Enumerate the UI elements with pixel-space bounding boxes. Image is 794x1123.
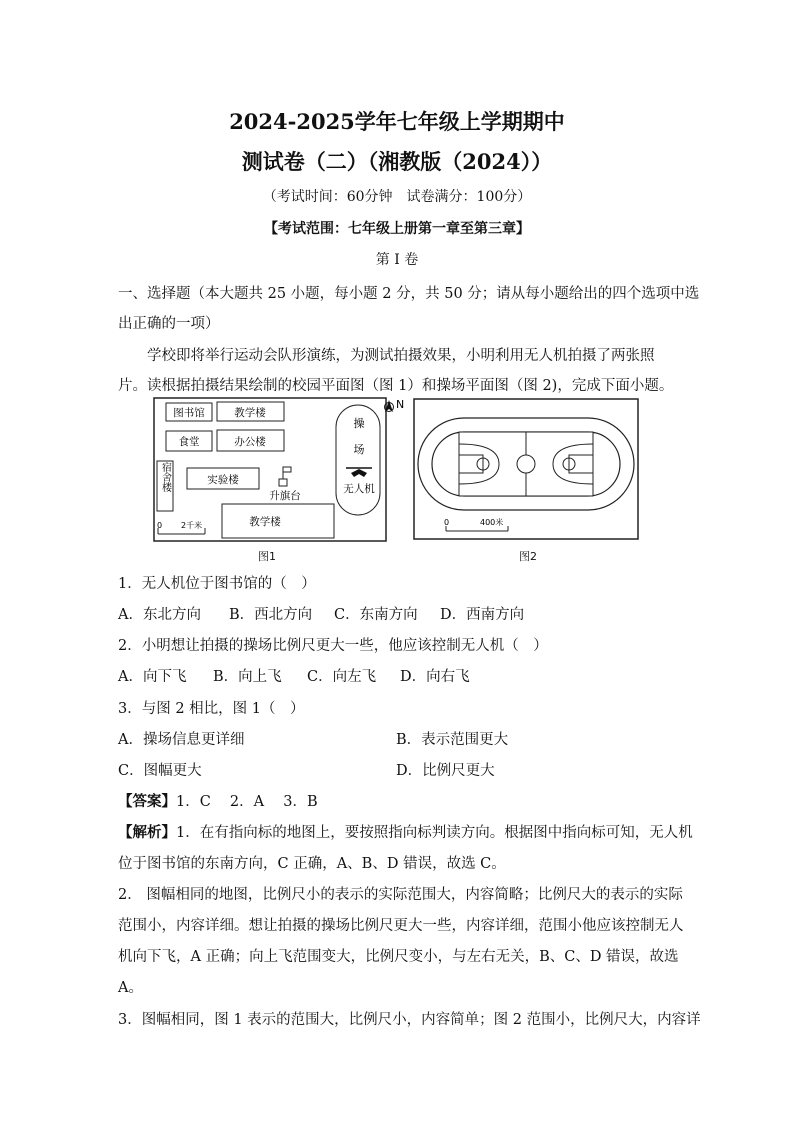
drone-label: 无人机 <box>343 483 375 495</box>
teaching-building-bottom-label: 教学楼 <box>249 516 281 528</box>
question-2-option-c: C．向左飞 <box>307 669 377 685</box>
exam-title-line2: 测试卷（二）（湘教版（2024）） <box>241 149 553 174</box>
analysis-line3: 2． 图幅相同的地图，比例尺小的表示的实际范围大，内容简略；比例尺大的表示的实际 <box>118 887 683 903</box>
scale-distance-label: 2千米 <box>181 521 203 530</box>
question-1-option-c: C．东南方向 <box>334 607 418 623</box>
scale-zero-label: 0 <box>157 521 163 530</box>
question-2-option-d: D．向右飞 <box>400 669 470 685</box>
teaching-building-top-label: 教学楼 <box>234 407 266 419</box>
dorm-label: 宿舍楼 <box>159 462 171 492</box>
canteen-label: 食堂 <box>178 436 200 448</box>
office-label: 办公楼 <box>234 436 266 448</box>
left-key <box>459 455 483 473</box>
figure1-caption: 图1 <box>258 550 276 563</box>
analysis-line6: A。 <box>118 980 143 996</box>
analysis-line5: 机向下飞，A 正确；向上飞范围变大，比例尺变小，与左右无关，B、C、D 错误，故选 <box>118 949 679 965</box>
section-heading-line1: 一、选择题（本大题共 25 小题，每小题 2 分，共 50 分；请从每小题给出的四个选项中选 <box>118 286 700 302</box>
analysis-text-1: 1．在有指向标的地图上，要按照指向标判读方向。根据图中指向标可知，无人机 <box>176 825 693 841</box>
section-heading-line2: 出正确的一项） <box>118 316 220 332</box>
question-1-option-d: D．西南方向 <box>440 607 525 623</box>
answer-label: 【答案】 <box>118 793 176 810</box>
intro-line1: 学校即将举行运动会队形演练，为测试拍摄效果，小明利用无人机拍摄了两张照 <box>147 348 655 364</box>
figure2-caption: 图2 <box>519 550 537 563</box>
north-arrow-icon <box>382 397 408 419</box>
question-3-stem: 3．与图 2 相比，图 1（ ） <box>118 701 305 717</box>
analysis-label: 【解析】 <box>118 824 176 841</box>
playground-label-1: 操 <box>353 417 365 430</box>
question-3-option-a: A．操场信息更详细 <box>118 732 245 748</box>
exam-title-line1: 2024-2025学年七年级上学期期中 <box>229 109 565 134</box>
intro-line2: 片。读根据拍摄结果绘制的校园平面图（图 1）和操场平面图（图 2)，完成下面小题。 <box>118 378 674 394</box>
answer-line <box>118 790 678 811</box>
question-3-option-d: D．比例尺更大 <box>396 763 495 779</box>
question-2-option-b: B．向上飞 <box>213 669 282 685</box>
question-1-option-a: A．东北方向 <box>118 607 201 623</box>
center-circle <box>517 455 535 473</box>
volume-label: 第 I 卷 <box>375 252 419 268</box>
question-2-option-a: A．向下飞 <box>118 669 187 685</box>
question-1-stem: 1．无人机位于图书馆的（ ） <box>118 576 316 592</box>
answer-text: 1．C 2．A 3．B <box>176 794 318 810</box>
north-label: N <box>396 398 405 411</box>
exam-scope: 【考试范围：七年级上册第一章至第三章】 <box>264 221 530 237</box>
scale-zero-label: 0 <box>444 518 450 527</box>
lab-label: 实验楼 <box>207 474 239 486</box>
analysis-line2: 位于图书馆的东南方向，C 正确，A、B、D 错误，故选 C。 <box>118 856 506 872</box>
library-label: 图书馆 <box>173 407 205 419</box>
question-2-stem: 2．小明想让拍摄的操场比例尺更大一些，他应该控制无人机（ ） <box>118 638 548 654</box>
analysis-line4: 范围小，内容详细。想让拍摄的操场比例尺更大一些，内容详细，范围小他应该控制无人 <box>118 918 684 934</box>
analysis-line1 <box>118 821 693 842</box>
figure2-playground-map <box>413 398 639 541</box>
question-3-option-c: C．图幅更大 <box>118 763 202 779</box>
figure1-campus-map <box>153 397 387 542</box>
exam-info: （考试时间：60分钟 试卷满分：100分） <box>262 189 532 205</box>
question-3-option-b: B．表示范围更大 <box>396 732 509 748</box>
analysis-line7: 3．图幅相同，图 1 表示的范围大，比例尺小，内容简单；图 2 范围小，比例尺大，内容详 <box>118 1012 701 1028</box>
question-1-option-b: B．西北方向 <box>229 607 313 623</box>
playground-label-2: 场 <box>353 443 365 456</box>
flagpole-label: 升旗台 <box>269 490 301 502</box>
scale-distance-label: 400米 <box>480 518 504 527</box>
right-key <box>569 455 593 473</box>
